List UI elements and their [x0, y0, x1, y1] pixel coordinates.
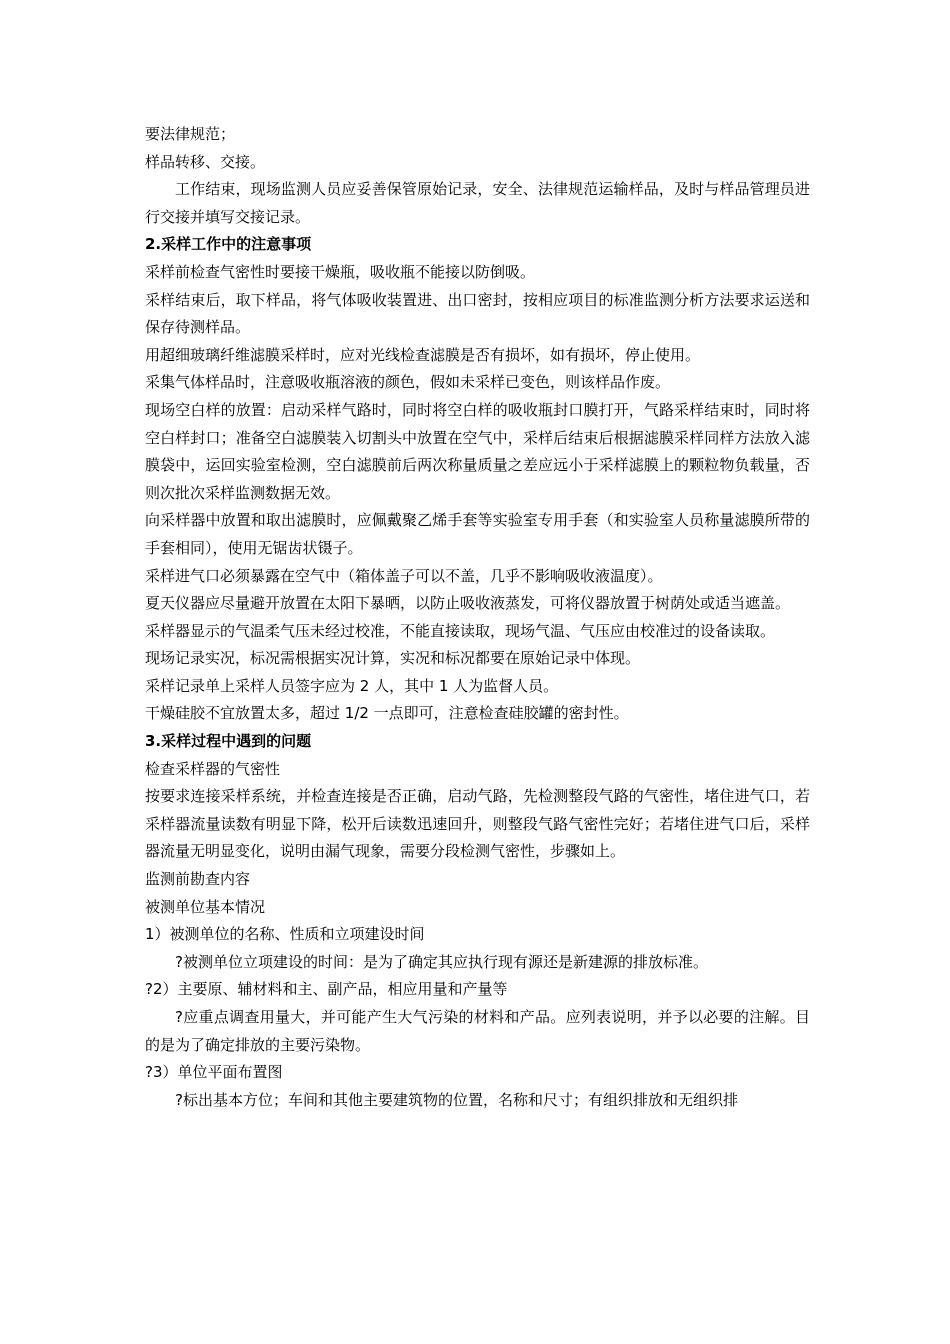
paragraph: 采样进气口必须暴露在空气中（箱体盖子可以不盖，几乎不影响吸收液温度）。 [145, 566, 663, 585]
document-page [145, 121, 810, 1114]
section-heading: 3.采样过程中遇到的问题 [145, 732, 312, 751]
paragraph: 样品转移、交接。 [145, 152, 266, 171]
section-heading: 2.采样工作中的注意事项 [145, 235, 312, 254]
paragraph: 干燥硅胶不宜放置太多，超过 1/2 一点即可，注意检查硅胶罐的密封性。 [145, 704, 629, 723]
paragraph: 夏天仪器应尽量避开放置在太阳下暴晒，以防止吸收液蒸发，可将仪器放置于树荫处或适当遮盖。 [145, 594, 791, 613]
paragraph: 被测单位基本情况 [145, 897, 266, 916]
paragraph: 按要求连接采样系统，并检查连接是否正确，启动气路，先检测整段气路的气密性，堵住进气口，若采样器流量读数有明显下降，松开后读数迅速回升，则整段气路气密性完好；若堵住进气口后，采样器流量无明显变化，说明由漏气现象，需要分段检测气密性，步骤如上。 [145, 787, 810, 861]
paragraph: 采样前检查气密性时要接干燥瓶，吸收瓶不能接以防倒吸。 [145, 262, 536, 281]
paragraph: 检查采样器的气密性 [145, 759, 281, 778]
paragraph: ?3）单位平面布置图 [145, 1063, 283, 1082]
paragraph: ?应重点调查用量大，并可能产生大气污染的材料和产品。应列表说明，并予以必要的注解。目的是为了确定排放的主要污染物。 [145, 1008, 810, 1054]
paragraph: ?被测单位立项建设的时间：是为了确定其应执行现有源还是新建源的排放标准。 [175, 952, 708, 971]
paragraph: 要法律规范； [145, 125, 236, 143]
paragraph: 监测前勘查内容 [145, 870, 251, 889]
paragraph: 现场记录实况，标况需根据实况计算，实况和标况都要在原始记录中体现。 [145, 649, 641, 668]
paragraph: 采样结束后，取下样品，将气体吸收装置进、出口密封，按相应项目的标准监测分析方法要求运送和保存待测样品。 [145, 290, 810, 337]
paragraph: 现场空白样的放置：启动采样气路时，同时将空白样的吸收瓶封口膜打开，气路采样结束时，同时将空白样封口；准备空白滤膜装入切割头中放置在空气中，采样后结束后根据滤膜采样同样方法放入滤膜袋中，运回实验室检测，空白滤膜前后两次称量质量之差应远小于采样滤膜上的颗粒物负载量，否则次批次采样监测数据无效。 [145, 400, 810, 502]
paragraph: 向采样器中放置和取出滤膜时，应佩戴聚乙烯手套等实验室专用手套（和实验室人员称量滤膜所带的手套相同），使用无锯齿状镊子。 [145, 511, 810, 557]
paragraph: ?2）主要原、辅材料和主、副产品，相应用量和产量等 [145, 980, 508, 999]
paragraph: ?标出基本方位；车间和其他主要建筑物的位置，名称和尺寸；有组织排放和无组织排 [175, 1090, 738, 1109]
paragraph: 采集气体样品时，注意吸收瓶溶液的颜色，假如未采样已变色，则该样品作废。 [145, 373, 671, 392]
paragraph: 工作结束，现场监测人员应妥善保管原始记录，安全、法律规范运输样品，及时与样品管理员进行交接并填写交接记录。 [145, 180, 810, 226]
paragraph: 采样记录单上采样人员签字应为 2 人，其中 1 人为监督人员。 [145, 676, 559, 695]
paragraph: 采样器显示的气温柔气压未经过校准，不能直接读取，现场气温、气压应由校准过的设备读取。 [145, 621, 776, 640]
paragraph: 用超细玻璃纤维滤膜采样时，应对光线检查滤膜是否有损坏，如有损坏，停止使用。 [145, 345, 701, 364]
paragraph: 1）被测单位的名称、性质和立项建设时间 [145, 925, 425, 944]
